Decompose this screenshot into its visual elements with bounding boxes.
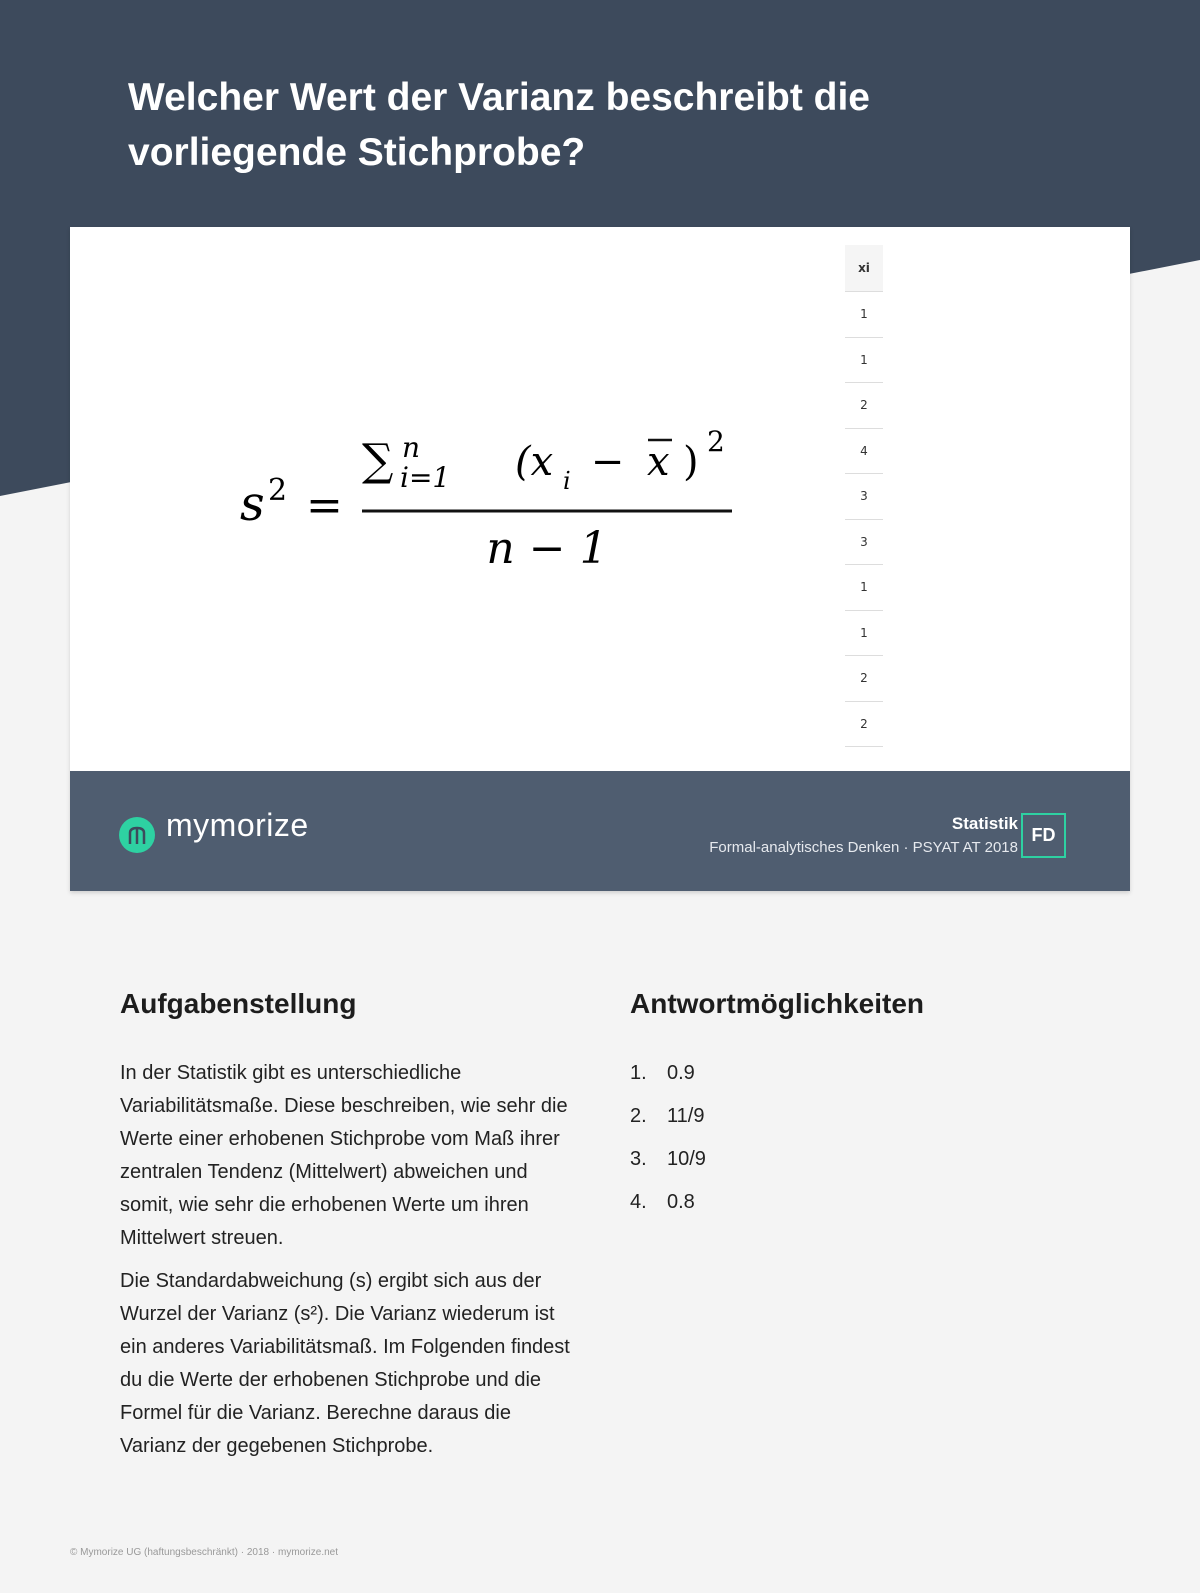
answer-text: 0.9 — [667, 1062, 695, 1084]
formula-upper-limit: n — [402, 431, 421, 464]
answer-option[interactable] — [630, 1057, 706, 1100]
table-cell: 1 — [845, 565, 883, 611]
table-row — [845, 610, 883, 656]
answer-number: 3. — [630, 1148, 647, 1170]
formula-term-open: (x — [515, 439, 554, 485]
subject-label: Statistik — [951, 814, 1018, 833]
answer-option[interactable] — [630, 1186, 706, 1229]
table-cell: 2 — [845, 383, 883, 429]
table-row — [845, 701, 883, 747]
formula-lhs: s — [240, 476, 265, 532]
mymorize-logo-text: mymorize — [166, 807, 309, 843]
table-cell: 2 — [845, 656, 883, 702]
table-cell: 1 — [845, 337, 883, 383]
table-cell: 4 — [845, 428, 883, 474]
answer-text: 0.8 — [667, 1191, 695, 1213]
table-row — [845, 656, 883, 702]
formula-denominator: n − 1 — [486, 523, 608, 574]
table-row — [845, 337, 883, 383]
table-cell: 3 — [845, 474, 883, 520]
formula-equals: = — [306, 480, 343, 531]
table-row — [845, 292, 883, 338]
table-row — [845, 428, 883, 474]
answer-number: 4. — [630, 1191, 647, 1213]
formula-term-exponent: 2 — [707, 425, 725, 458]
table-cell: 1 — [845, 292, 883, 338]
category-badge: FD — [1021, 813, 1066, 858]
table-cell: 2 — [845, 701, 883, 747]
answer-text: 10/9 — [667, 1148, 706, 1170]
answer-text: 11/9 — [667, 1105, 705, 1127]
question-title: Welcher Wert der Varianz beschreibt die vorliegende Stichprobe? — [128, 76, 870, 174]
answer-option[interactable] — [630, 1143, 706, 1186]
formula-lower-limit: i=1 — [400, 461, 451, 494]
formula-xbar: x — [647, 439, 670, 485]
question-card — [70, 227, 1130, 891]
table-cell: 1 — [845, 610, 883, 656]
table-row — [845, 519, 883, 565]
table-row — [845, 383, 883, 429]
task-paragraph: In der Statistik gibt es unterschiedliche Variabilitätsmaße. Diese beschreiben, wie sehr die Werte einer erhobenen Stichprobe vom Maß ihrer zentralen Tendenz (Mittelwert) abweichen und somit, wie sehr die erhobenen Werte um ihren Mittelwert streuen. — [120, 1062, 568, 1249]
task-description — [120, 1057, 570, 1473]
mymorize-logo-icon — [119, 817, 155, 853]
task-paragraph: Die Standardabweichung (s) ergibt sich aus der Wurzel der Varianz (s²). Die Varianz wiederum ist ein anderes Variabilitätsmaß. Im Folgenden findest du die Werte der erhobenen Stichprobe und die Formel für die Varianz. Berechne daraus die Varianz der gegebenen Stichprobe. — [120, 1270, 570, 1457]
formula-term-subscript: i — [563, 467, 571, 495]
formula-term-close: ) — [683, 439, 699, 485]
subject-subtitle: Formal-analytisches Denken · PSYAT AT 2018 — [709, 839, 1018, 856]
copyright-notice: © Mymorize UG (haftungsbeschränkt) · 2018 · mymorize.net — [70, 1547, 339, 1558]
variance-formula — [230, 397, 850, 597]
formula-lhs-exponent: 2 — [268, 473, 288, 508]
table-row — [845, 565, 883, 611]
formula-sigma: ∑ — [362, 435, 394, 486]
answer-number: 1. — [630, 1062, 647, 1084]
table-cell: 3 — [845, 519, 883, 565]
answer-number: 2. — [630, 1105, 647, 1127]
task-heading: Aufgabenstellung — [120, 988, 357, 1019]
table-row — [845, 474, 883, 520]
answers-heading: Antwortmöglichkeiten — [630, 988, 925, 1019]
answer-options-list — [630, 1057, 706, 1229]
answer-option[interactable] — [630, 1100, 706, 1143]
sample-values-table — [845, 245, 883, 747]
formula-term-minus: − — [578, 439, 637, 485]
card-footer — [70, 771, 1130, 891]
table-header-xi: xi — [845, 245, 883, 292]
